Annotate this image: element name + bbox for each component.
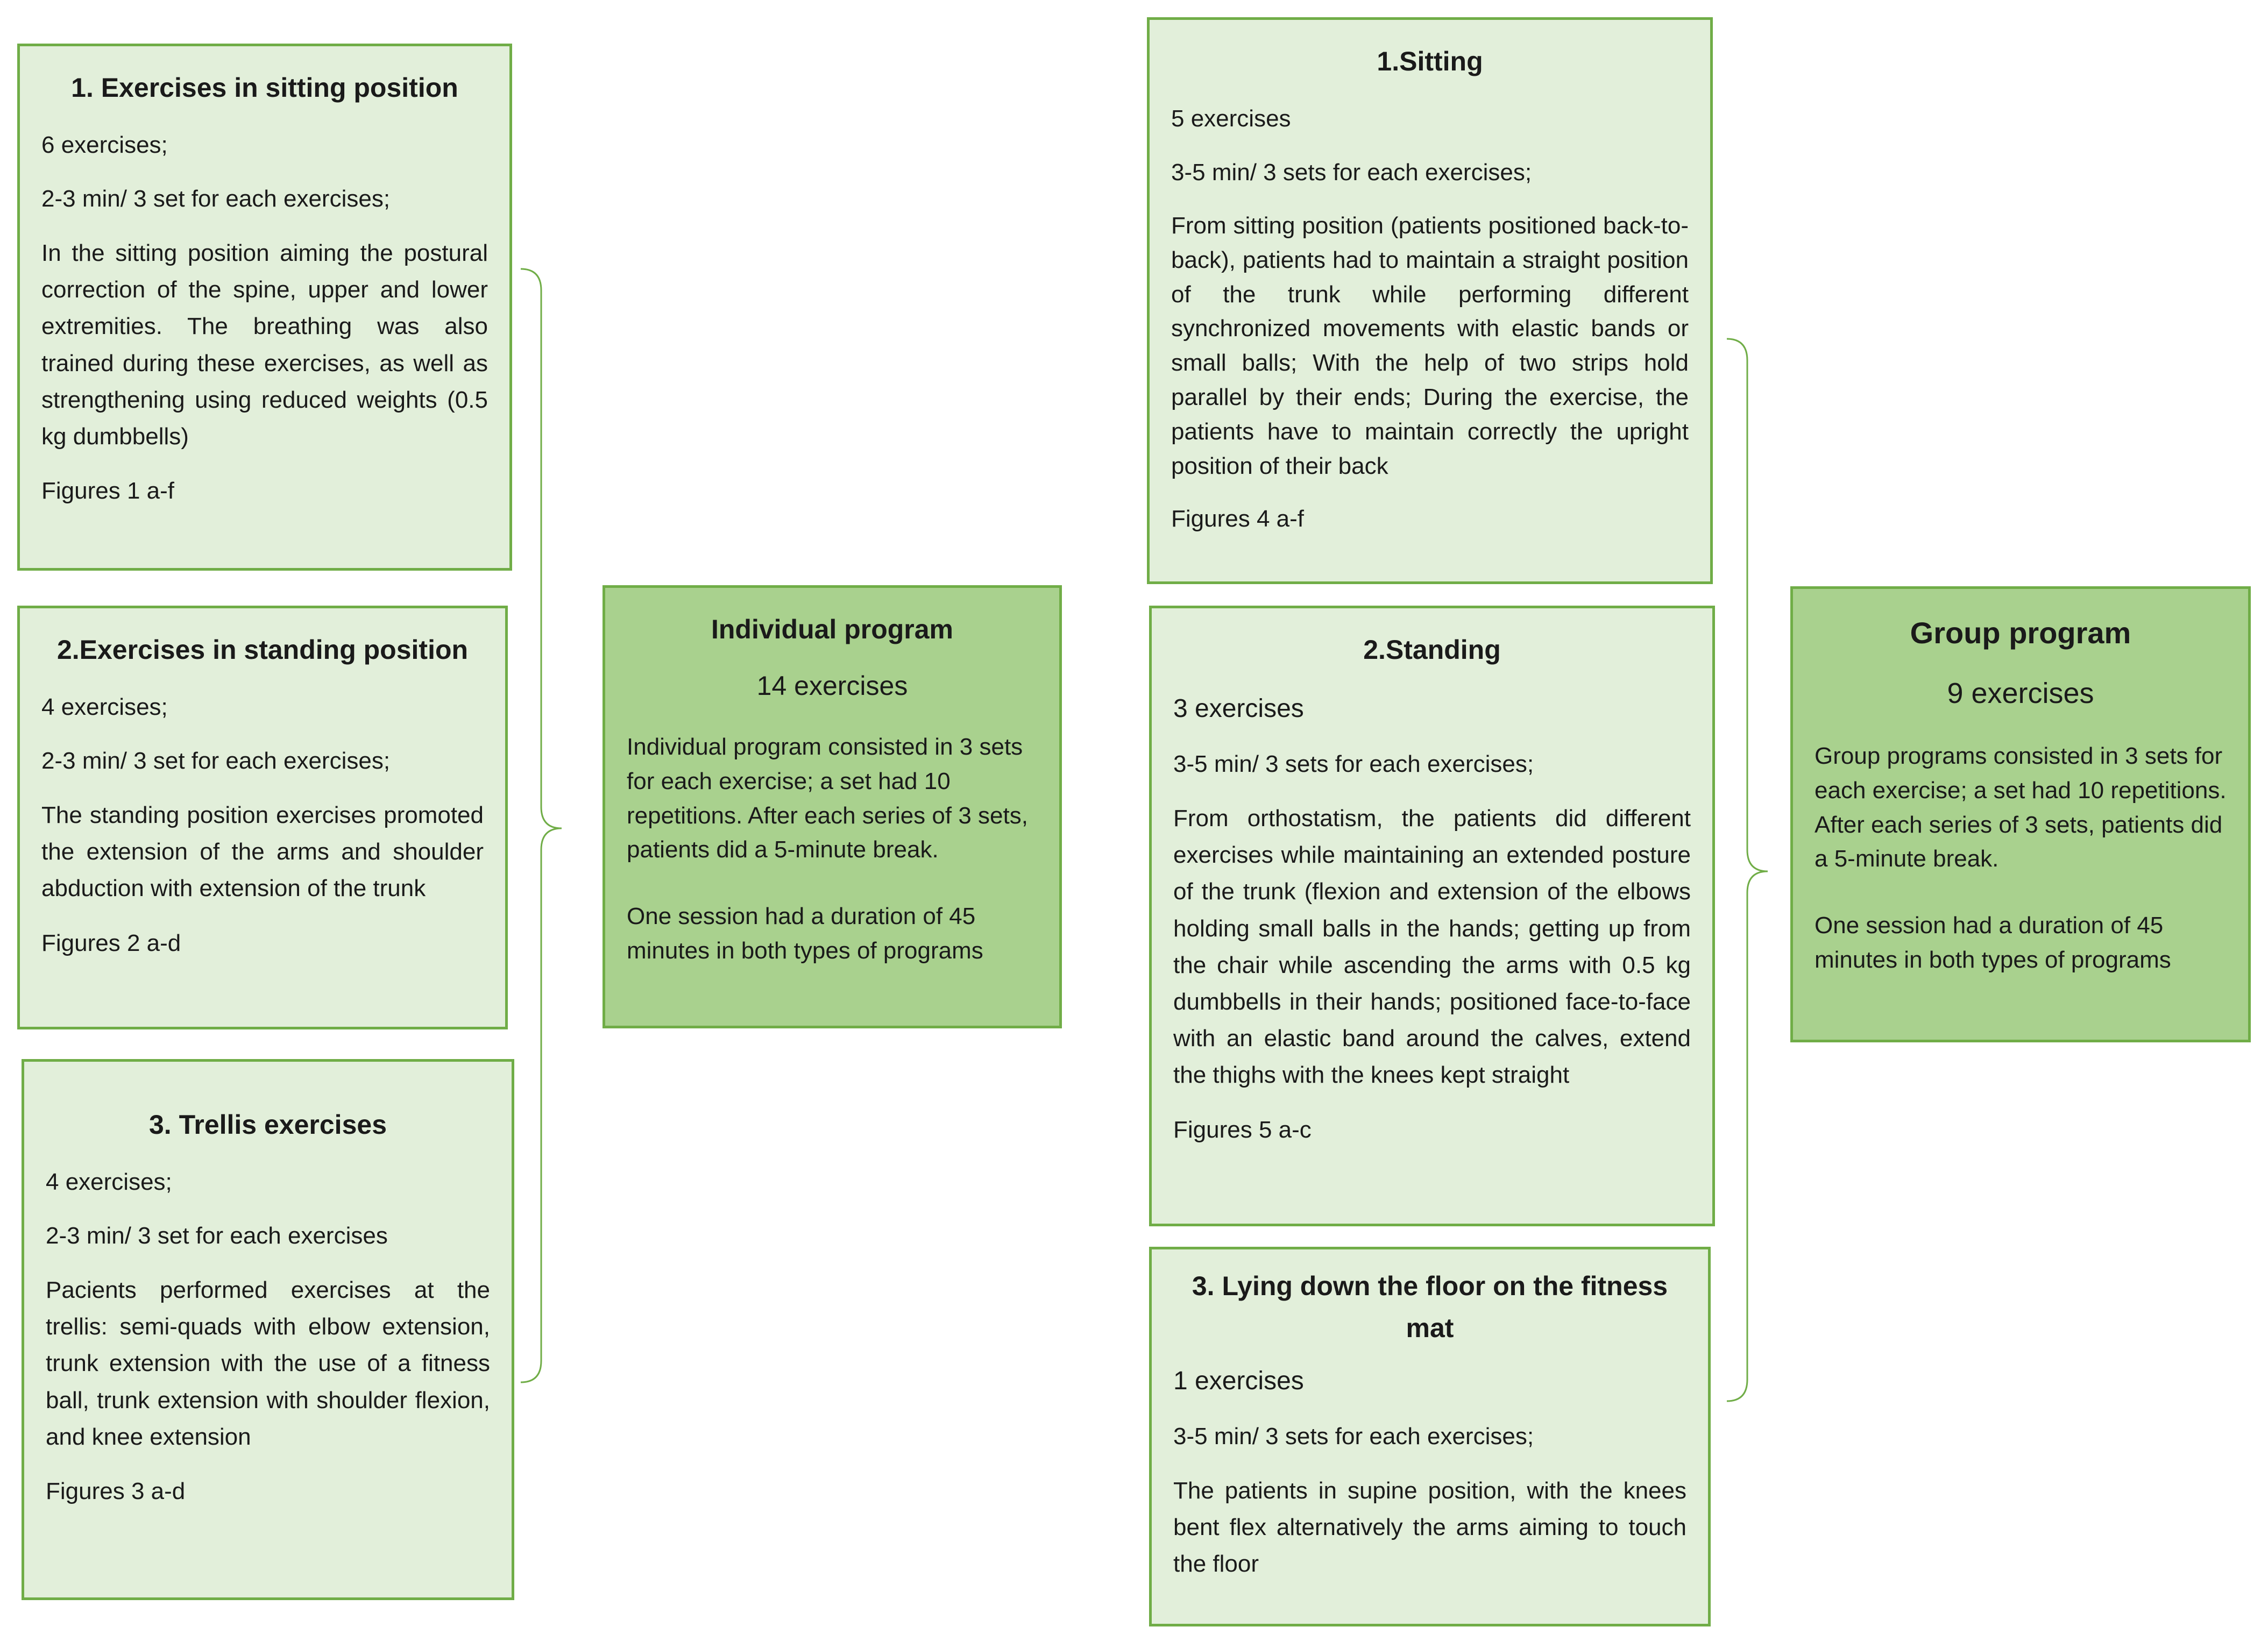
group-sitting-count: 5 exercises — [1171, 105, 1291, 132]
group-program-title: Group program — [1910, 616, 2131, 650]
group-program-duration: One session had a duration of 45 minutes in both types of programs — [1815, 912, 2171, 973]
group-standing-box — [1149, 606, 1715, 1226]
trellis-exercises-figures: Figures 3 a-d — [46, 1477, 186, 1504]
standing-exercises-title: 2.Exercises in standing position — [56, 635, 469, 665]
group-standing-count: 3 exercises — [1173, 694, 1304, 723]
trellis-exercises-title: 3. Trellis exercises — [148, 1110, 387, 1140]
group-lying-count: 1 exercises — [1173, 1367, 1304, 1395]
individual-program-duration: One session had a duration of 45 minutes in both types of programs — [627, 903, 983, 964]
sitting-exercises-title: 1. Exercises in sitting position — [71, 73, 458, 103]
group-sitting-time: 3-5 min/ 3 sets for each exercises; — [1171, 159, 1532, 186]
trellis-exercises-description: Pacients performed exercises at the trellis: semi-quads with elbow extension, trunk extension with the use of a fitness ball, trunk extension with shoulder flexion, and knee extension — [46, 1277, 490, 1450]
group-lying-title: 3. Lying down the floor on the fitness mat — [1192, 1271, 1668, 1343]
individual-program-title: Individual program — [711, 614, 954, 644]
standing-exercises-figures: Figures 2 a-d — [41, 929, 181, 956]
group-lying-description: The patients in supine position, with the knees bent flex alternatively the arms aiming to touch the floor — [1173, 1477, 1686, 1578]
sitting-exercises-description: In the sitting position aiming the postural correction of the spine, upper and lower extremities. The breathing was also trained during these exercises, as well as strengthening using reduced weights (0.5 kg dumbbells) — [41, 240, 488, 450]
left-bracket — [521, 269, 562, 1382]
group-lying-time: 3-5 min/ 3 sets for each exercises; — [1173, 1423, 1534, 1450]
standing-exercises-count: 4 exercises; — [41, 694, 168, 720]
individual-program-box — [603, 585, 1062, 1028]
group-sitting-title: 1.Sitting — [1377, 46, 1483, 76]
group-sitting-description: From sitting position (patients positioned back-to-back), patients had to maintain a straight position of the trunk while performing different synchronized movements with elastic bands or small balls; With the help of two strips hold parallel by their ends; During the exercise, the patients have to maintain correctly the upright position of their back — [1171, 212, 1689, 479]
sitting-exercises-count: 6 exercises; — [41, 132, 168, 158]
group-standing-time: 3-5 min/ 3 sets for each exercises; — [1173, 751, 1534, 777]
standing-exercises-time: 2-3 min/ 3 set for each exercises; — [41, 748, 391, 774]
group-sitting-box — [1147, 17, 1713, 584]
group-sitting-figures: Figures 4 a-f — [1171, 506, 1304, 532]
sitting-exercises-time: 2-3 min/ 3 set for each exercises; — [41, 186, 391, 212]
individual-program-count: 14 exercises — [756, 671, 908, 701]
group-standing-title: 2.Standing — [1363, 635, 1501, 665]
individual-program-description: Individual program consisted in 3 sets for each exercise; a set had 10 repetitions. After each series of 3 sets, patients did a 5-minute break. — [627, 734, 1028, 863]
trellis-exercises-count: 4 exercises; — [46, 1169, 172, 1195]
group-program-box — [1790, 586, 2251, 1042]
standing-exercises-box — [17, 606, 508, 1029]
group-standing-figures: Figures 5 a-c — [1173, 1116, 1312, 1143]
trellis-exercises-time: 2-3 min/ 3 set for each exercises — [46, 1223, 388, 1249]
right-bracket — [1727, 339, 1768, 1401]
sitting-exercises-box — [17, 44, 512, 571]
trellis-exercises-box — [22, 1059, 514, 1600]
group-standing-description: From orthostatism, the patients did different exercises while maintaining an extended posture of the trunk (flexion and extension of the elbows holding small balls in the hands; getting up from the chair while ascending the arms with 0.5 kg dumbbells in their hands; positioned face-to-face with an elastic band around the calves, extend the thighs with the knees kept straight — [1173, 805, 1691, 1089]
group-lying-box — [1149, 1247, 1711, 1626]
group-program-count: 9 exercises — [1947, 677, 2094, 709]
standing-exercises-description: The standing position exercises promoted the extension of the arms and shoulder abduction with extension of the trunk — [41, 802, 484, 902]
group-program-description: Group programs consisted in 3 sets for each exercise; a set had 10 repetitions. After each series of 3 sets, patients did a 5-minute break. — [1815, 743, 2227, 872]
sitting-exercises-figures: Figures 1 a-f — [41, 478, 174, 505]
